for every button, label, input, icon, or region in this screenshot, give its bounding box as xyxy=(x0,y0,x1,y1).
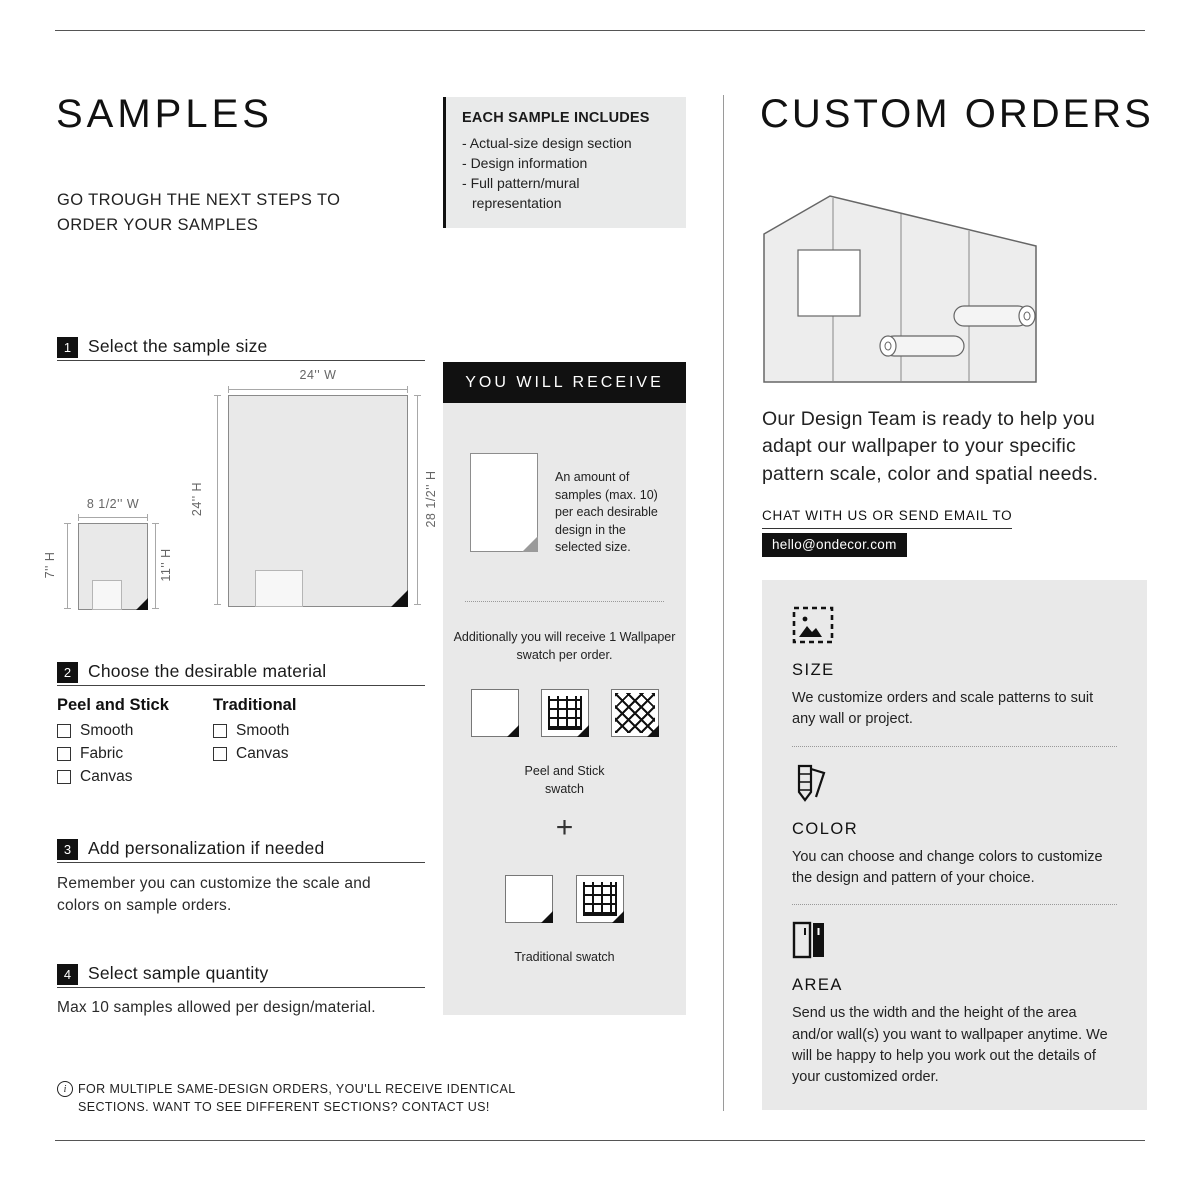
each-sample-item: - Design information xyxy=(462,154,672,174)
step-3-rule xyxy=(57,862,425,863)
option-label: Canvas xyxy=(80,768,133,785)
large-width-dimline xyxy=(228,386,408,393)
receive-divider xyxy=(465,601,664,602)
chat-label: CHAT WITH US OR SEND EMAIL TO xyxy=(762,508,1012,529)
folded-corner-icon xyxy=(541,911,553,923)
material-traditional-title: Traditional xyxy=(213,696,297,714)
wallpaper-roll-icon xyxy=(880,336,964,356)
area-section xyxy=(792,921,1117,1088)
samples-title: SAMPLES xyxy=(56,92,273,136)
small-height-left-dimline xyxy=(64,523,71,609)
option-peel-canvas[interactable] xyxy=(57,768,133,786)
step-4-label: Select sample quantity xyxy=(88,963,269,983)
folded-corner-icon xyxy=(507,725,519,737)
large-sample-rect xyxy=(228,395,408,607)
step-1-badge: 1 xyxy=(57,337,78,358)
small-height-right-dimline xyxy=(152,523,159,609)
option-trad-canvas[interactable] xyxy=(213,745,289,763)
panel-divider xyxy=(792,904,1117,905)
size-title: SIZE xyxy=(792,661,835,679)
receive-header: YOU WILL RECEIVE xyxy=(443,362,686,403)
area-text: Send us the width and the height of the area and/or wall(s) you want to wallpaper anytime. We will be happy to help you work out the details of your customized order. xyxy=(792,1005,1108,1086)
large-height-right-dimline xyxy=(414,395,421,605)
samples-amount-text: An amount of samples (max. 10) per each desirable design in the selected size. xyxy=(555,470,658,554)
sample-sheet-icon xyxy=(470,453,538,552)
swatch-grid-icon xyxy=(576,875,624,923)
size-image-icon xyxy=(792,606,834,644)
small-height-left-label: 7'' H xyxy=(43,551,57,579)
large-width-label: 24'' W xyxy=(299,368,337,382)
plus-sign: + xyxy=(555,811,574,844)
checkbox-icon[interactable] xyxy=(213,747,227,761)
area-title: AREA xyxy=(792,976,843,995)
folded-corner-icon xyxy=(136,598,148,610)
color-swatches-icon xyxy=(792,763,832,803)
email-badge[interactable]: hello@ondecor.com xyxy=(762,533,907,557)
small-height-right-label: 11'' H xyxy=(159,548,173,582)
each-sample-item: - Full pattern/mural representation xyxy=(462,174,672,214)
large-sample-section-rect xyxy=(255,570,303,607)
material-peel-title: Peel and Stick xyxy=(57,696,169,714)
info-icon: i xyxy=(57,1081,73,1097)
size-section xyxy=(792,606,1117,731)
checkbox-icon[interactable] xyxy=(57,724,71,738)
large-height-left-dimline xyxy=(214,395,221,605)
option-peel-fabric[interactable] xyxy=(57,745,123,763)
swatch-blank-icon xyxy=(471,689,519,737)
step-4-badge: 4 xyxy=(57,964,78,985)
custom-orders-panel xyxy=(762,580,1147,1110)
footnote-text: FOR MULTIPLE SAME-DESIGN ORDERS, YOU'LL RECEIVE IDENTICAL SECTIONS. WANT TO SEE DIFFERENT SECTIONS? CONTACT US! xyxy=(78,1082,516,1115)
color-text: You can choose and change colors to customize the design and pattern of your choice. xyxy=(792,848,1103,886)
color-title: COLOR xyxy=(792,819,859,838)
small-sample-rect xyxy=(78,523,148,610)
step-1-label: Select the sample size xyxy=(88,336,268,356)
area-wall-icon xyxy=(792,921,826,959)
step-2-label: Choose the desirable material xyxy=(88,661,327,681)
small-width-dimline xyxy=(78,514,148,521)
option-label: Canvas xyxy=(236,745,289,762)
folded-corner-icon xyxy=(612,911,624,923)
color-section xyxy=(792,763,1117,890)
large-height-right-label: 28 1/2'' H xyxy=(424,470,438,528)
folded-corner-icon xyxy=(577,725,589,737)
additional-swatch-text: Additionally you will receive 1 Wallpaper swatch per order. xyxy=(453,630,676,662)
intro-text: GO TROUGH THE NEXT STEPS TO ORDER YOUR SAMPLES xyxy=(57,191,341,234)
top-divider xyxy=(55,30,1145,31)
option-peel-smooth[interactable] xyxy=(57,722,133,740)
folded-corner-icon xyxy=(647,725,659,737)
receive-panel xyxy=(443,403,686,1015)
swatch-blank-icon xyxy=(505,875,553,923)
small-sample-section-rect xyxy=(92,580,122,610)
step-3-label: Add personalization if needed xyxy=(88,838,325,858)
swatch-crosshatch-icon xyxy=(611,689,659,737)
swatch-grid-icon xyxy=(541,689,589,737)
checkbox-icon[interactable] xyxy=(57,770,71,784)
each-sample-title: EACH SAMPLE INCLUDES xyxy=(462,110,650,126)
bottom-divider xyxy=(55,1140,1145,1141)
size-text: We customize orders and scale patterns to suit any wall or project. xyxy=(792,690,1094,728)
step-2-rule xyxy=(57,685,425,686)
each-sample-item: - Actual-size design section xyxy=(462,134,672,154)
traditional-swatch-label: Traditional swatch xyxy=(514,950,615,964)
each-sample-box xyxy=(443,97,686,228)
step-4-rule xyxy=(57,987,425,988)
option-label: Smooth xyxy=(80,722,134,739)
panel-divider xyxy=(792,746,1117,747)
wallpaper-roll-icon xyxy=(954,306,1035,326)
step-1-rule xyxy=(57,360,425,361)
step-3-badge: 3 xyxy=(57,839,78,860)
small-width-label: 8 1/2'' W xyxy=(86,497,140,511)
vertical-divider xyxy=(723,95,724,1111)
step-2-badge: 2 xyxy=(57,662,78,683)
large-height-left-label: 24'' H xyxy=(190,481,204,517)
checkbox-icon[interactable] xyxy=(57,747,71,761)
option-trad-smooth[interactable] xyxy=(213,722,289,740)
peel-swatch-label: Peel and Stick swatch xyxy=(524,764,605,796)
house-wallpaper-illustration xyxy=(758,190,1043,390)
folded-corner-icon xyxy=(522,536,538,552)
checkbox-icon[interactable] xyxy=(213,724,227,738)
option-label: Fabric xyxy=(80,745,124,762)
option-label: Smooth xyxy=(236,722,290,739)
folded-corner-icon xyxy=(391,590,408,607)
custom-orders-title: CUSTOM ORDERS xyxy=(760,92,1154,136)
custom-orders-intro: Our Design Team is ready to help you adapt our wallpaper to your specific pattern scale, color and spatial needs. xyxy=(762,408,1099,485)
quantity-text: Max 10 samples allowed per design/material. xyxy=(57,999,376,1016)
personalization-text: Remember you can customize the scale and colors on sample orders. xyxy=(57,875,371,914)
